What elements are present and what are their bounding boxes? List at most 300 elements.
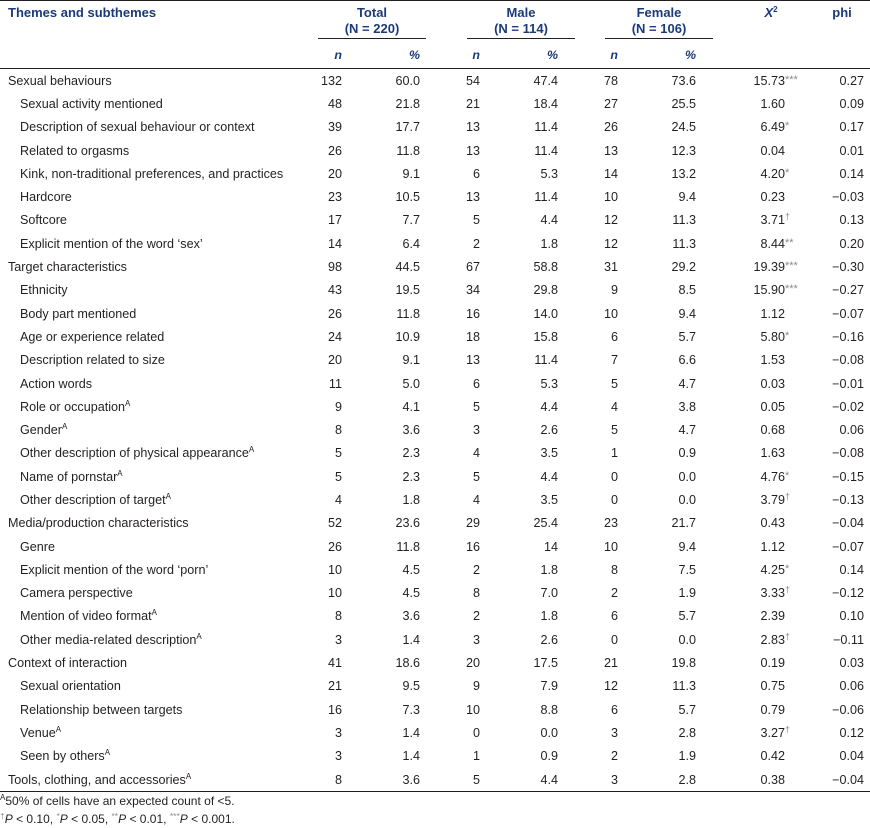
subtheme-label: [0, 395, 292, 418]
female-n-cell: 13: [603, 143, 618, 158]
total-n-cell: 8: [334, 609, 342, 624]
male-n-cell: 6: [472, 166, 480, 181]
chi-square-value: 3.33: [760, 586, 785, 601]
table-row: [0, 628, 870, 651]
male-pct-cell: 4.4: [540, 213, 558, 228]
chi-square-sup: 2: [773, 5, 778, 14]
table-row: [0, 558, 870, 581]
chi-square-cell: [728, 255, 814, 278]
chi-square-value: 3.27: [760, 725, 785, 740]
female-n-cell: 8: [610, 562, 618, 577]
chi-square-cell: [728, 582, 814, 605]
total-pct-subheader: %: [372, 42, 452, 69]
chi-square-value: 0.03: [760, 376, 785, 391]
footnote-a-marker: A: [151, 608, 157, 618]
total-n-cell: 10: [327, 586, 342, 601]
row-label-text: Role or occupation: [20, 399, 126, 414]
row-label-text: Action words: [20, 376, 93, 391]
female-pct-cell: 4.7: [678, 376, 696, 391]
female-pct-cell: 2.8: [678, 725, 696, 740]
total-n-cell: 11: [328, 376, 342, 391]
male-pct-cell: 15.8: [533, 329, 558, 344]
subtheme-label: [0, 628, 292, 651]
chi-square-value: 15.90: [753, 283, 785, 298]
male-pct-cell: 2.6: [540, 632, 558, 647]
phi-cell: 0.20: [839, 236, 864, 251]
significance-footnote-mark: **: [111, 811, 119, 821]
female-n-cell: 0: [610, 632, 618, 647]
male-pct-cell: 1.8: [540, 609, 558, 624]
subtheme-label: [0, 232, 292, 255]
chi-square-value: 0.19: [760, 656, 785, 671]
phi-cell: −0.07: [832, 306, 864, 321]
total-n-cell: 17: [327, 213, 342, 228]
subtheme-label: [0, 442, 292, 465]
male-pct-subheader: %: [510, 42, 590, 69]
male-pct-cell: 5.3: [540, 166, 558, 181]
subtheme-label: [0, 721, 292, 744]
chi-square-value: 0.05: [760, 399, 785, 414]
total-n-cell: 9: [334, 399, 342, 414]
phi-cell: 0.10: [839, 609, 864, 624]
male-n-cell: 67: [465, 260, 480, 275]
phi-cell: −0.08: [832, 446, 864, 461]
male-n-cell: 20: [465, 656, 480, 671]
male-n-cell: 18: [465, 329, 480, 344]
total-n-cell: 26: [327, 539, 342, 554]
row-label-text: Genre: [20, 539, 56, 554]
phi-header: phi: [814, 1, 870, 43]
phi-cell: 0.09: [839, 96, 864, 111]
chi-square-cell: [728, 535, 814, 558]
female-pct-cell: 9.4: [678, 190, 696, 205]
male-n-cell: 0: [472, 725, 480, 740]
female-pct-cell: 0.0: [678, 469, 696, 484]
chi-square-cell: [728, 605, 814, 628]
chi-square-cell: [728, 721, 814, 744]
significance-marker: †: [785, 584, 791, 595]
table-row: [0, 116, 870, 139]
subtheme-label: [0, 418, 292, 441]
female-n-cell: 2: [610, 586, 618, 601]
total-n-label: (N = 220): [344, 21, 400, 36]
phi-cell: 0.17: [839, 120, 864, 135]
table-row: [0, 605, 870, 628]
total-n-cell: 5: [334, 446, 342, 461]
total-pct-cell: 2.3: [402, 446, 420, 461]
subtheme-label: [0, 185, 292, 208]
subtheme-label: [0, 488, 292, 511]
male-pct-cell: 5.3: [540, 376, 558, 391]
row-label-text: Hardcore: [20, 190, 72, 205]
male-n-cell: 9: [472, 679, 480, 694]
chi-square-value: 0.04: [760, 143, 785, 158]
chi-square-value: 19.39: [753, 260, 785, 275]
male-pct-cell: 58.8: [533, 260, 558, 275]
footnote-a-marker: A: [196, 631, 202, 641]
chi-square-cell: [728, 558, 814, 581]
phi-cell: 0.03: [839, 656, 864, 671]
theme-label: [0, 512, 292, 535]
table-row: [0, 651, 870, 674]
total-n-subheader: n: [292, 42, 372, 69]
phi-cell: −0.02: [832, 399, 864, 414]
table-row: [0, 69, 870, 93]
total-n-cell: 21: [327, 679, 342, 694]
total-n-cell: 3: [334, 632, 342, 647]
significance-marker: *: [785, 562, 790, 575]
table-row: [0, 279, 870, 302]
significance-marker: †: [785, 631, 791, 642]
female-n-cell: 9: [610, 283, 618, 298]
theme-label: [0, 255, 292, 278]
subtheme-label: [0, 139, 292, 162]
female-n-cell: 26: [603, 120, 618, 135]
chi-square-value: 0.38: [760, 772, 785, 787]
chi-square-value: 2.83: [760, 632, 785, 647]
male-pct-cell: 14: [543, 539, 558, 554]
female-n-cell: 78: [603, 73, 618, 88]
chi-square-value: 6.49: [760, 120, 785, 135]
subtheme-label: [0, 582, 292, 605]
male-pct-cell: 8.8: [540, 702, 558, 717]
blank-subheader: [728, 42, 814, 69]
footnote-a-marker: A: [104, 748, 111, 758]
chi-square-value: 0.43: [760, 516, 785, 531]
female-n-cell: 3: [610, 725, 618, 740]
male-n-cell: 13: [465, 143, 480, 158]
male-pct-cell: 11.4: [534, 120, 558, 135]
table-row: [0, 698, 870, 721]
female-pct-cell: 21.7: [671, 516, 696, 531]
total-pct-cell: 5.0: [402, 376, 420, 391]
female-n-cell: 6: [610, 329, 618, 344]
phi-cell: −0.08: [832, 353, 864, 368]
footnote-a-marker: A: [185, 771, 192, 781]
chi-square-value: 0.75: [760, 679, 785, 694]
chi-square-label: X: [764, 5, 774, 20]
row-label-text: Media/production characteristics: [8, 516, 189, 531]
subtheme-label: [0, 116, 292, 139]
row-label-text: Description related to size: [20, 353, 165, 368]
row-label-text: Name of pornstar: [20, 469, 118, 484]
row-label-text: Softcore: [20, 213, 67, 228]
male-n-cell: 21: [465, 96, 480, 111]
total-n-cell: 43: [327, 283, 342, 298]
male-n-subheader: n: [452, 42, 510, 69]
female-pct-cell: 11.3: [672, 213, 696, 228]
chi-square-value: 5.80: [760, 329, 785, 344]
male-pct-cell: 14.0: [533, 306, 558, 321]
footnote-a-mark: A: [0, 793, 6, 802]
table-row: [0, 92, 870, 115]
female-n-cell: 31: [603, 260, 618, 275]
subtheme-label: [0, 325, 292, 348]
total-pct-cell: 23.6: [395, 516, 420, 531]
male-n-cell: 13: [465, 120, 480, 135]
table-row: [0, 582, 870, 605]
total-pct-cell: 6.4: [402, 236, 420, 251]
significance-footnote-mark: ***: [169, 811, 180, 821]
male-pct-cell: 25.4: [533, 516, 558, 531]
chi-square-cell: [728, 418, 814, 441]
female-label: Female: [636, 5, 682, 20]
subtheme-label: [0, 698, 292, 721]
female-n-cell: 2: [610, 749, 618, 764]
subtheme-label: [0, 465, 292, 488]
table-row: [0, 349, 870, 372]
male-n-cell: 8: [472, 586, 480, 601]
chi-square-cell: [728, 465, 814, 488]
female-n-cell: 6: [610, 609, 618, 624]
male-pct-cell: 29.8: [533, 283, 558, 298]
row-label-text: Sexual activity mentioned: [20, 96, 163, 111]
total-n-cell: 39: [327, 120, 342, 135]
total-pct-cell: 11.8: [396, 143, 420, 158]
table-row: [0, 395, 870, 418]
male-pct-cell: 0.9: [540, 749, 558, 764]
chi-square-value: 1.60: [760, 96, 785, 111]
subtheme-label: [0, 675, 292, 698]
female-pct-cell: 11.3: [672, 679, 696, 694]
total-pct-cell: 18.6: [395, 656, 420, 671]
phi-cell: −0.04: [814, 768, 870, 792]
female-pct-cell: 73.6: [671, 73, 696, 88]
male-pct-cell: 4.4: [540, 399, 558, 414]
table-row: [0, 768, 870, 792]
significance-footnote-text: P < 0.05,: [59, 812, 112, 826]
significance-marker: *: [785, 329, 790, 342]
total-pct-cell: 3.6: [402, 609, 420, 624]
significance-marker: **: [785, 236, 794, 249]
chi-square-cell: [728, 675, 814, 698]
male-pct-cell: 11.4: [534, 143, 558, 158]
row-label-text: Explicit mention of the word ‘porn’: [20, 562, 209, 577]
female-n-label: (N = 106): [631, 21, 687, 36]
male-pct-cell: 4.4: [510, 768, 590, 792]
total-n-cell: 26: [327, 306, 342, 321]
significance-marker: †: [785, 491, 791, 502]
row-label-text: Other media-related description: [20, 632, 197, 647]
theme-label: [0, 651, 292, 674]
female-pct-cell: 3.8: [678, 399, 696, 414]
male-n-cell: 5: [472, 399, 480, 414]
male-n-cell: 29: [465, 516, 480, 531]
male-pct-cell: 17.5: [533, 656, 558, 671]
male-n-cell: 16: [465, 306, 480, 321]
row-label-text: Explicit mention of the word ‘sex’: [20, 236, 203, 251]
row-label-text: Context of interaction: [8, 656, 128, 671]
chi-square-value: 0.42: [760, 749, 785, 764]
subtheme-label: [0, 535, 292, 558]
male-pct-cell: 2.6: [540, 423, 558, 438]
footnote-a-text: 50% of cells have an expected count of <5.: [5, 794, 235, 808]
row-label-text: Mention of video format: [20, 609, 152, 624]
phi-cell: −0.04: [832, 516, 864, 531]
phi-cell: 0.13: [839, 213, 864, 228]
female-pct-cell: 25.5: [671, 96, 696, 111]
chi-square-value: 8.44: [760, 236, 785, 251]
male-n-cell: 5: [472, 213, 480, 228]
female-pct-cell: 1.9: [678, 749, 696, 764]
phi-cell: 0.12: [839, 725, 864, 740]
total-n-cell: 20: [327, 353, 342, 368]
phi-cell: 0.27: [839, 73, 864, 88]
chi-square-value: 4.76: [760, 469, 785, 484]
footnote-a-marker: A: [117, 468, 123, 478]
table-row: [0, 255, 870, 278]
chi-square-cell: [728, 372, 814, 395]
row-label-text: Relationship between targets: [20, 702, 183, 717]
total-pct-cell: 10.9: [395, 329, 420, 344]
phi-cell: −0.01: [832, 376, 864, 391]
total-pct-cell: 7.3: [402, 702, 420, 717]
chi-square-value: 1.63: [760, 446, 785, 461]
male-n-cell: 4: [472, 492, 480, 507]
table-row: [0, 418, 870, 441]
male-pct-cell: 0.0: [540, 725, 558, 740]
chi-square-value: 2.39: [760, 609, 785, 624]
female-pct-cell: 19.8: [671, 656, 696, 671]
total-n-cell: 23: [327, 190, 342, 205]
chi-square-value: 0.68: [760, 423, 785, 438]
female-pct-cell: 24.5: [671, 120, 696, 135]
male-n-cell: 4: [472, 446, 480, 461]
table-row: [0, 721, 870, 744]
female-n-subheader: n: [590, 42, 648, 69]
male-pct-cell: 47.4: [533, 73, 558, 88]
subtheme-label: [0, 372, 292, 395]
chi-square-cell: [728, 185, 814, 208]
male-n-cell: 3: [472, 632, 480, 647]
total-pct-cell: 4.5: [402, 586, 420, 601]
male-n-cell: 10: [465, 702, 480, 717]
female-pct-cell: 4.7: [678, 423, 696, 438]
table-row: [0, 302, 870, 325]
chi-square-cell: [728, 442, 814, 465]
male-n-cell: 2: [472, 562, 480, 577]
phi-cell: 0.06: [839, 679, 864, 694]
chi-square-value: 3.79: [760, 492, 785, 507]
male-pct-cell: 1.8: [540, 562, 558, 577]
total-label: Total: [356, 5, 388, 20]
male-n-cell: 3: [472, 423, 480, 438]
row-label-text: Other description of target: [20, 492, 166, 507]
row-label-text: Related to orgasms: [20, 143, 130, 158]
footnote-a-marker: A: [62, 422, 68, 432]
row-label-text: Sexual orientation: [20, 679, 121, 694]
chi-square-value: 1.12: [760, 539, 785, 554]
total-n-cell: 24: [327, 329, 342, 344]
male-n-cell: 1: [472, 749, 480, 764]
row-label-text: Body part mentioned: [20, 306, 137, 321]
chi-square-value: 1.12: [760, 306, 785, 321]
female-n-cell: 1: [610, 446, 618, 461]
chi-square-header: [728, 1, 814, 43]
phi-cell: −0.30: [832, 260, 864, 275]
female-n-cell: 14: [603, 166, 618, 181]
row-label-text: Venue: [20, 725, 56, 740]
female-n-cell: 12: [603, 679, 618, 694]
male-n-cell: 16: [465, 539, 480, 554]
table-row: [0, 185, 870, 208]
footnote-a-marker: A: [165, 491, 171, 501]
theme-label: [0, 69, 292, 93]
chi-square-cell: [728, 302, 814, 325]
table-row: [0, 325, 870, 348]
male-pct-cell: 11.4: [534, 353, 558, 368]
female-pct-cell: 0.0: [678, 632, 696, 647]
female-pct-cell: 2.8: [648, 768, 728, 792]
phi-cell: −0.15: [832, 469, 864, 484]
female-pct-cell: 9.4: [678, 539, 696, 554]
male-n-cell: 6: [472, 376, 480, 391]
female-pct-cell: 5.7: [678, 609, 696, 624]
significance-marker: ***: [785, 283, 798, 296]
female-n-cell: 10: [603, 190, 618, 205]
chi-square-cell: [728, 488, 814, 511]
subtheme-label: [0, 302, 292, 325]
female-pct-cell: 6.6: [678, 353, 696, 368]
female-pct-cell: 5.7: [678, 702, 696, 717]
total-n-cell: 132: [320, 73, 342, 88]
blank-subheader: [0, 42, 292, 69]
subtheme-label: [0, 279, 292, 302]
significance-marker: *: [785, 469, 790, 482]
phi-cell: −0.12: [832, 586, 864, 601]
female-n-cell: 0: [610, 492, 618, 507]
male-n-cell: 54: [465, 73, 480, 88]
table-row: [0, 488, 870, 511]
chi-square-cell: [728, 628, 814, 651]
phi-cell: 0.01: [839, 143, 864, 158]
table-row: [0, 512, 870, 535]
total-pct-cell: 1.8: [402, 492, 420, 507]
total-pct-cell: 11.8: [396, 539, 420, 554]
male-n-cell: 5: [472, 469, 480, 484]
subtheme-label: [0, 558, 292, 581]
male-n-label: (N = 114): [494, 21, 548, 36]
significance-footnote-mark: *: [56, 811, 60, 821]
total-pct-cell: 19.5: [395, 283, 420, 298]
chi-square-value: 0.23: [760, 190, 785, 205]
female-n-cell: 27: [603, 96, 618, 111]
male-pct-cell: 4.4: [540, 469, 558, 484]
female-n-cell: 10: [603, 306, 618, 321]
table-body: [0, 69, 870, 792]
male-n-cell: 5: [452, 768, 510, 792]
chi-square-value: 0.79: [760, 702, 785, 717]
chi-square-cell: [728, 512, 814, 535]
chi-square-cell: [728, 651, 814, 674]
total-pct-cell: 3.6: [372, 768, 452, 792]
table-row: [0, 139, 870, 162]
chi-square-cell: [728, 69, 814, 93]
total-n-cell: 20: [327, 166, 342, 181]
subtheme-label: [0, 349, 292, 372]
male-n-cell: 13: [465, 190, 480, 205]
total-n-cell: 14: [327, 236, 342, 251]
male-n-cell: 2: [472, 609, 480, 624]
total-n-cell: 41: [327, 656, 342, 671]
phi-cell: −0.13: [832, 492, 864, 507]
total-pct-cell: 11.8: [396, 306, 420, 321]
total-header: [292, 1, 452, 43]
significance-footnote-text: P < 0.01,: [118, 812, 170, 826]
total-pct-cell: 2.3: [402, 469, 420, 484]
chi-square-value: 3.71: [760, 213, 785, 228]
header-row-top: [0, 1, 870, 43]
